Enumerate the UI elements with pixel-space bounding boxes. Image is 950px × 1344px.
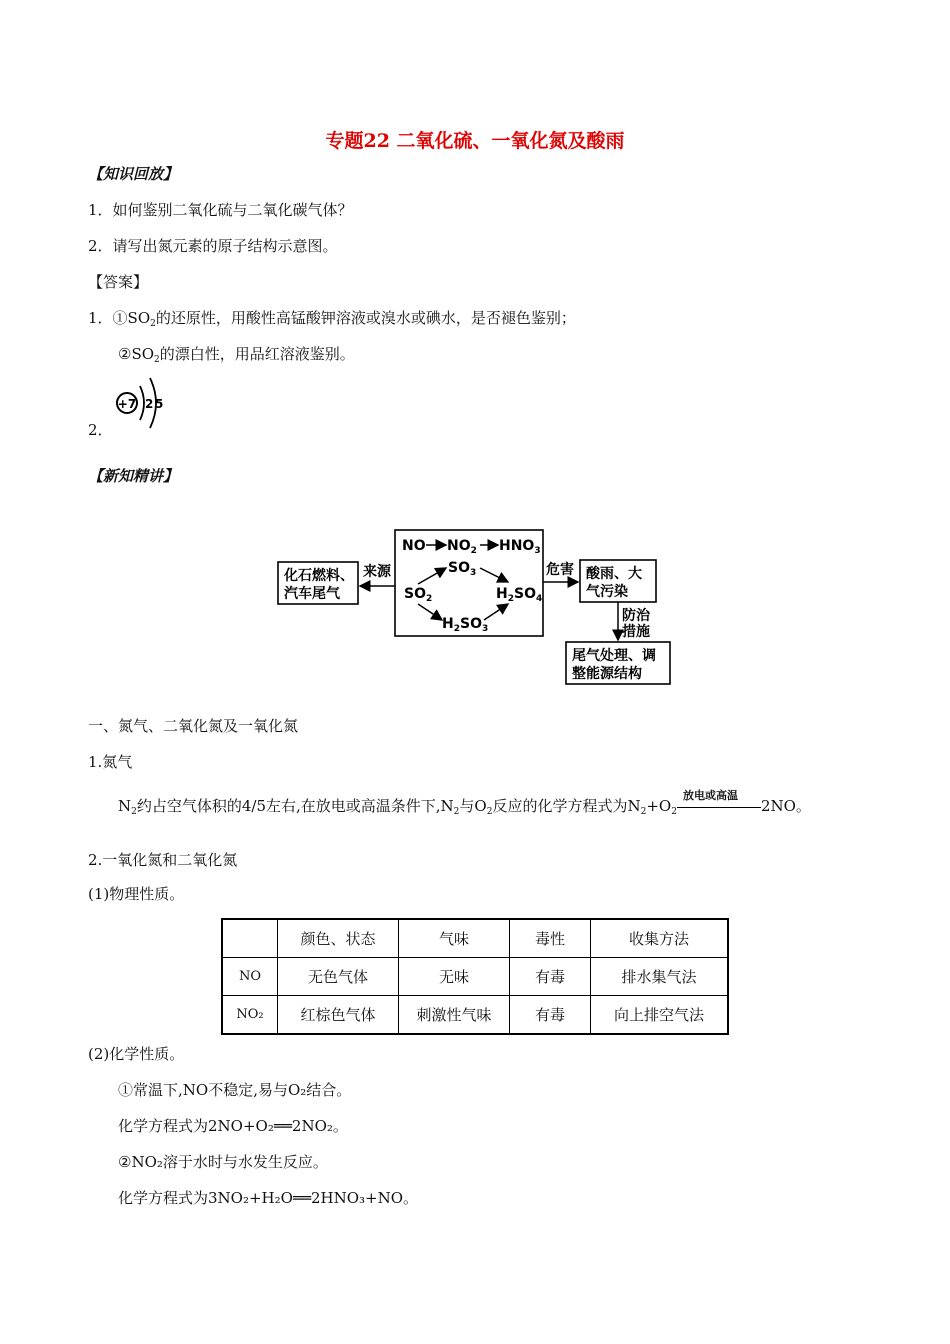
section-1-heading: 一、氮气、二氧化氮及一氧化氮 <box>88 717 299 735</box>
table-cell: 刺激性气味 <box>399 996 510 1035</box>
table-cell: 红棕色气体 <box>278 996 399 1035</box>
arrow-h2so3-h2so4 <box>484 604 508 620</box>
table-header-cell <box>222 919 278 958</box>
harm-label: 危害 <box>546 562 574 578</box>
table-header-cell: 颜色、状态 <box>278 919 399 958</box>
arrow-so2-so3 <box>418 568 446 584</box>
source-label: 来源 <box>363 564 391 580</box>
harm-box-line2: 气污染 <box>586 584 628 600</box>
shell-2-electrons: 5 <box>155 397 164 411</box>
node-h2so3: $H_2SO_3$ <box>442 616 489 634</box>
chemical-properties-heading: (2)化学性质。 <box>88 1045 185 1063</box>
table-cell: NO <box>222 958 278 996</box>
table-row <box>222 958 728 996</box>
question-2: 2．请写出氮元素的原子结构示意图。 <box>88 237 338 255</box>
subsection-nitrogen: 1.氮气 <box>88 753 133 771</box>
answer-heading: 【答案】 <box>88 273 149 291</box>
chain-no2: $NO_2$ <box>447 538 477 556</box>
chem-point-1: ①常温下,NO不稳定,易与O₂结合。 <box>118 1081 352 1099</box>
acid-rain-diagram <box>270 524 680 694</box>
table-cell: 有毒 <box>510 996 591 1035</box>
shell-arc-1 <box>140 386 144 420</box>
nitrogen-paragraph: $N_2$约占空气体积的4/5左右,在放电或高温条件下$,N_2$与$O_2$反应的化学方程式为$N_2+O_2$ 放电或高温 2NO。 <box>118 789 811 817</box>
table-cell: 无色气体 <box>278 958 399 996</box>
chain-hno3: $HNO_3$ <box>499 538 541 556</box>
harm-box-line1: 酸雨、大 <box>586 566 642 582</box>
source-box-line1: 化石燃料、 <box>284 568 354 584</box>
answer-2: 2． <box>88 421 113 439</box>
nitrogen-atom-diagram <box>110 374 170 434</box>
table-cell: NO₂ <box>222 996 278 1035</box>
page-title: 专题22 二氧化硫、一氧化氮及酸雨 <box>325 130 625 152</box>
arrow-so2-h2so3 <box>418 604 442 620</box>
node-h2so4: $H_2SO_4$ <box>496 586 543 604</box>
source-box-line2: 汽车尾气 <box>284 586 340 602</box>
table-header-row <box>222 919 728 958</box>
prevent-label-1: 防治 <box>622 608 650 624</box>
table-header-cell: 气味 <box>399 919 510 958</box>
arrow-so3-h2so4 <box>480 568 508 582</box>
question-1: 1．如何鉴别二氧化硫与二氧化碳气体？ <box>88 201 353 219</box>
properties-table <box>221 918 729 1035</box>
table-cell: 有毒 <box>510 958 591 996</box>
nucleus-charge: +7 <box>117 397 137 411</box>
table-row <box>222 996 728 1035</box>
prevent-box-line2: 整能源结构 <box>572 666 642 682</box>
answer-1a: 1．$①SO_2$的还原性，用酸性高锰酸钾溶液或溴水或碘水，是否褪色鉴别； <box>88 309 576 329</box>
table-cell: 无味 <box>399 958 510 996</box>
new-heading: 【新知精讲】 <box>88 467 179 485</box>
shell-1-electrons: 2 <box>145 397 154 411</box>
table-cell: 向上排空气法 <box>591 996 729 1035</box>
prevent-box-line1: 尾气处理、调 <box>572 648 656 664</box>
chem-point-2: ②NO₂溶于水时与水发生反应。 <box>118 1153 328 1171</box>
physical-properties-heading: (1)物理性质。 <box>88 885 185 903</box>
chain-no: NO <box>402 538 426 554</box>
table-cell: 排水集气法 <box>591 958 729 996</box>
chem-equation-1: 化学方程式为2NO+O₂══2NO₂。 <box>118 1117 348 1135</box>
node-so3: $SO_3$ <box>448 560 477 578</box>
subsection-no-no2: 2.一氧化氮和二氧化氮 <box>88 851 238 869</box>
table-header-cell: 收集方法 <box>591 919 729 958</box>
chem-equation-2: 化学方程式为3NO₂+H₂O══2HNO₃+NO。 <box>118 1189 419 1207</box>
table-header-cell: 毒性 <box>510 919 591 958</box>
review-heading: 【知识回放】 <box>88 165 179 183</box>
answer-1b: $②SO_2$的漂白性，用品红溶液鉴别。 <box>118 345 355 365</box>
node-so2: $SO_2$ <box>404 586 433 604</box>
reaction-arrow: 放电或高温 <box>677 800 761 814</box>
prevent-label-2: 措施 <box>622 624 650 640</box>
